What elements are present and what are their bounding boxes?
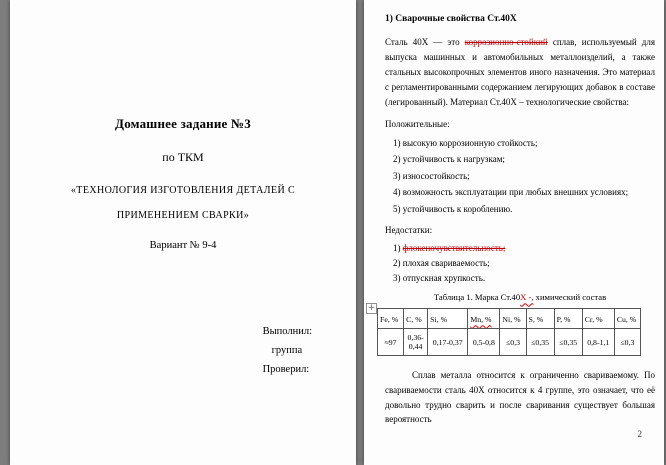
table-value-cell[interactable]: ≈97 [378,329,404,356]
credits-block[interactable] [263,322,312,379]
negative-item[interactable] [385,256,655,271]
table-header-cell[interactable]: Ni, % [500,309,526,329]
table-value-cell[interactable]: ≤0,3 [614,329,640,356]
work-title-line-1[interactable]: «ТЕХНОЛОГИЯ ИЗГОТОВЛЕНИЯ ДЕТАЛЕЙ С [70,185,296,196]
caption-marked-text: Х -, [520,292,534,303]
positive-item[interactable]: 1) высокую коррозионную стойкость; [393,138,538,148]
page-number: 2 [637,429,642,439]
table-caption[interactable] [385,290,655,305]
table-header-cell[interactable]: Cu, % [614,309,640,329]
credit-line-executor[interactable]: Выполнил: [262,326,312,337]
table-container [367,303,655,356]
table-value-row [378,329,641,356]
caption-text-start: Таблица 1. Марка Ст.40 [433,292,521,303]
section-heading[interactable]: 1) Сварочные свойства Ст.40Х [385,14,517,24]
table-header-row [378,309,641,329]
positives-label[interactable]: Положительные: [385,119,450,129]
table-header-cell[interactable]: Cr, % [582,309,614,329]
table-value-cell[interactable]: 0,17-0,37 [428,329,468,356]
page-2-content [364,0,664,427]
table-header-cell[interactable]: C, % [404,309,428,329]
table-value-cell[interactable]: 0,5-0,8 [468,329,500,356]
negative-item-text: отпускная хрупкость. [402,272,486,283]
negative-item-number: 3) [393,272,401,283]
negatives-label[interactable]: Недостатки: [385,225,433,236]
course-subject[interactable]: по ТКМ [162,150,204,164]
work-title-line-2[interactable]: ПРИМЕНЕНИЕМ СВАРКИ» [116,210,250,221]
table-header-cell[interactable]: Si, % [428,309,468,329]
table-value-cell[interactable]: ≤0,3 [500,329,526,356]
negative-item-text-deleted: флокеночувствительность; [402,243,506,254]
table-header-cell[interactable]: S, % [526,309,554,329]
page-1[interactable] [10,0,356,465]
plus-icon: + [367,303,376,314]
table-header-cell[interactable] [468,309,500,329]
table-header-cell[interactable]: Fe, % [378,309,404,329]
caption-text-end: химический состав [533,292,607,303]
negative-item-number: 2) [393,257,401,268]
misspelled-header-text: Мn, % [470,315,492,325]
credit-line-group[interactable]: группа [271,345,303,356]
positive-item[interactable]: 3) износостойкость; [393,170,470,181]
table-value-cell[interactable]: ≤0,35 [554,329,582,356]
positive-item[interactable]: 4) возможность эксплуатации при любых внешних условиях; [393,187,629,198]
intro-text-start: Сталь 40Х — это [385,37,465,47]
chemical-composition-table[interactable] [377,308,641,356]
title-block [10,0,356,251]
table-value-cell[interactable]: 0,8-1,1 [582,329,614,356]
table-value-cell[interactable]: 0,36-0,44 [404,329,428,356]
credit-line-checker[interactable]: Проверил: [262,364,310,375]
assignment-title[interactable]: Домашнее задание №3 [115,116,251,131]
negative-item-number: 1) [393,243,401,254]
negative-item[interactable] [385,241,655,256]
variant-label[interactable]: Вариант № 9-4 [149,240,217,251]
negatives-list [385,241,655,285]
positives-list [385,135,655,217]
closing-paragraph[interactable]: Сплав металла относится к ограниченно свариваемому. По свариваемости сталь 40Х относится к 4 группе, это означает, что её довольно трудно сварить и после сваривания существует большая вероятность [385,370,655,425]
positive-item[interactable]: 5) устойчивость к короблению. [393,203,513,214]
tracked-deletion-word: коррозионно-стойкий [464,37,548,47]
page-2[interactable] [364,0,664,465]
negative-item[interactable] [385,271,655,286]
negative-item-text: плохая свариваемость; [402,257,490,268]
table-move-handle[interactable] [366,303,377,314]
intro-paragraph[interactable] [385,35,655,110]
positive-item[interactable]: 2) устойчивость к нагрузкам; [393,154,505,165]
intro-text-end: сплав, используемый для выпуска машинных и автомобильных металлоизделий, а также стальных высокопрочных элементов иного назначения. Это материал с регламентированными содержанием легирующих добавок в составе (легированный). Материал Ст.40Х – технологические свойства: [385,37,655,107]
table-value-cell[interactable]: ≤0,35 [526,329,554,356]
table-header-cell[interactable]: P, % [554,309,582,329]
